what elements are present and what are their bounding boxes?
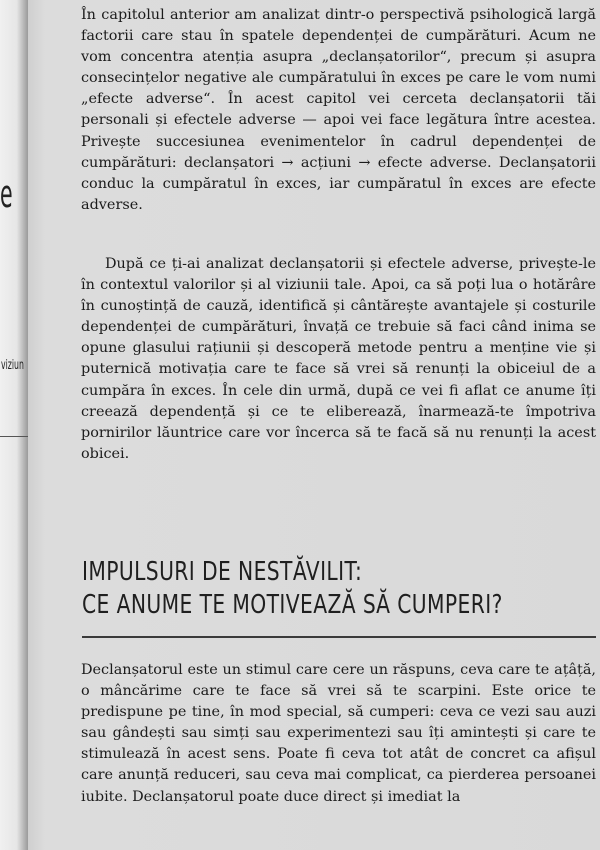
adjacent-page-edge [0,0,28,850]
paragraph-intro: În capitolul anterior am analizat dintr-o perspectivă psihologică largă factorii care stau în spatele dependenței de cumpărături. Acum ne vom concentra atenția asupra „declanșatorilor“, precum și asupra consecințelor negative ale cumpăratului în exces pe care le vom numi „efecte adverse“. În acest capitol vei cerceta declanșatorii tăi personali și efectele adverse — apoi vei face legătura între acestea. Privește succesiunea evenimentelor în cadrul dependenței de cumpărături: declanșatori → acțiuni → efecte adverse. Declanșatorii conduc la cumpăratul în exces, iar cumpăratul în exces are efecte adverse. [81,7,596,213]
section-heading [82,556,503,622]
adjacent-page-rule [0,436,28,437]
section-heading-line-2: CE ANUME TE MOTIVEAZĂ SĂ CUMPERI? [82,590,503,620]
section-heading-line-1: IMPULSURI DE NESTĂVILIT: [82,557,363,587]
adjacent-page-word: viziun [1,358,24,373]
adjacent-page-letter: e [0,172,13,216]
heading-divider [82,636,596,638]
book-page [28,0,600,850]
paragraph-second: După ce ți-ai analizat declanșatorii și efectele adverse, privește-le în contextul valorilor și al viziunii tale. Apoi, ca să poți lua o hotărâre în cunoștință de cauză, identifică și cântărește avantajele și costurile dependenței de cumpărături, învață ce trebuie să faci când inima se opune glasului rațiunii și descoperă metode pentru a menține vie și puternică motivația care te face să vrei să renunți la obiceiul de a cumpăra în exces. În cele din urmă, după ce vei fi aflat ce anume îți creează dependență și ce te eliberează, înarmează-te împotriva pornirilor lăuntrice care vor încerca să te facă să nu renunți la acest obicei. [81,256,596,462]
paragraph-third: Declanșatorul este un stimul care cere un răspuns, ceva care te ațâță, o mâncărime care te face să vrei să te scarpini. Este orice te predispune pe tine, în mod special, să cumperi: ceva ce vezi sau auzi sau gândești sau simți sau experimentezi sau îți amintești și care te stimulează în acest sens. Poate fi ceva tot atât de concret ca afișul care anunță reduceri, sau ceva mai complicat, ca pierderea persoanei iubite. Declanșatorul poate duce direct și imediat la [81,662,596,805]
